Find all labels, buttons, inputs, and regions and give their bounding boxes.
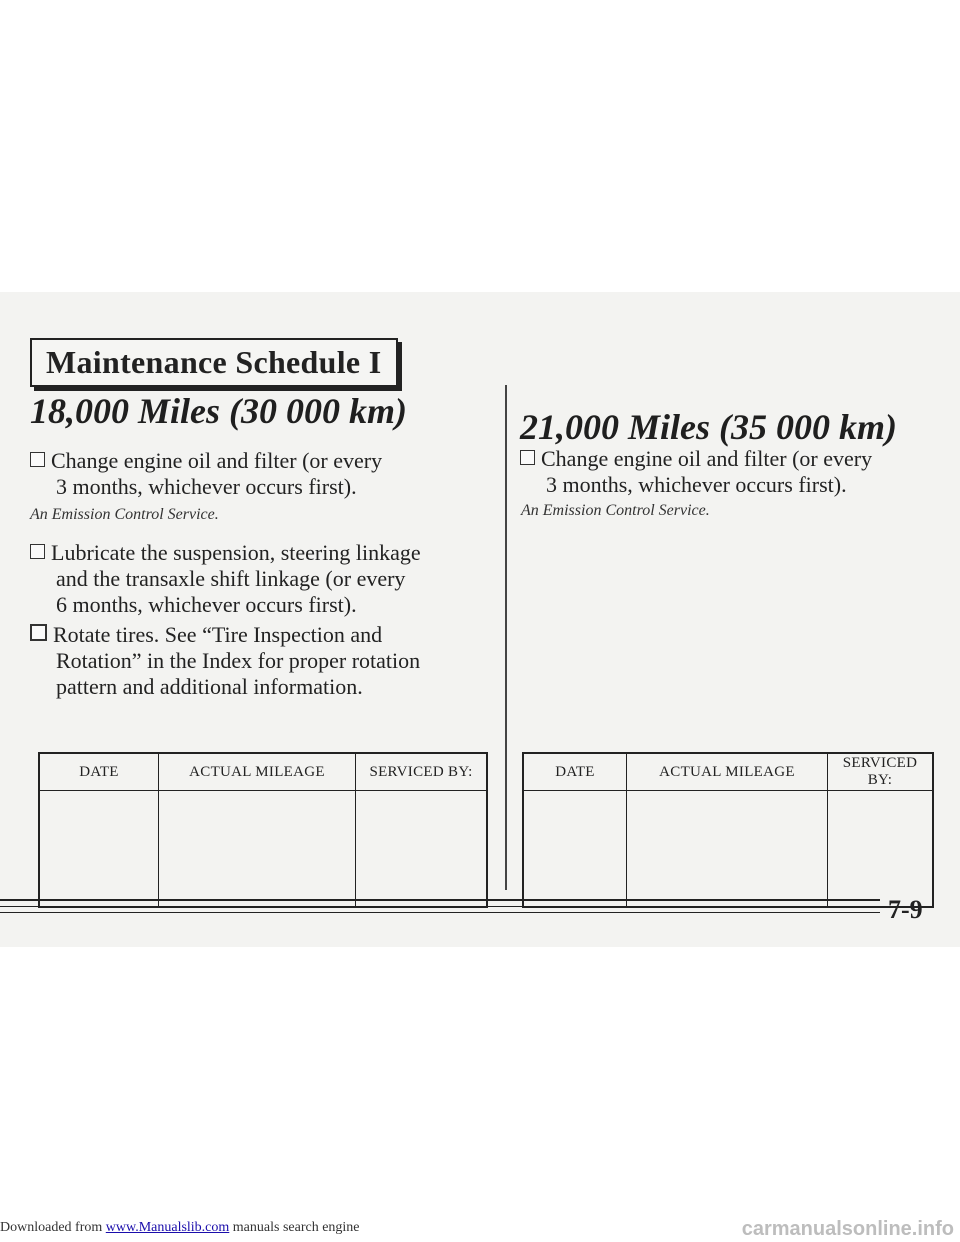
col-actual-mileage: ACTUAL MILEAGE <box>159 753 356 791</box>
column-divider <box>505 385 507 890</box>
schedule-header-title: Maintenance Schedule I <box>46 344 382 380</box>
left-item-lubricate: Lubricate the suspension, steering linkage and the transaxle shift linkage (or every 6 months, whichever occurs first). <box>30 540 421 618</box>
checkbox-icon[interactable] <box>520 450 535 465</box>
site-watermark: carmanualsonline.info <box>741 1218 954 1240</box>
mileage-cell[interactable] <box>159 791 356 908</box>
left-emission-note: An Emission Control Service. <box>30 506 219 523</box>
checkbox-icon[interactable] <box>30 452 45 467</box>
col-serviced-by: SERVICED BY: <box>356 753 488 791</box>
download-attribution: Downloaded from www.Manualslib.com manuals search engine <box>0 1220 360 1235</box>
col-date: DATE <box>39 753 159 791</box>
date-cell[interactable] <box>39 791 159 908</box>
mileage-cell[interactable] <box>627 791 828 908</box>
col-actual-mileage: ACTUAL MILEAGE <box>627 753 828 791</box>
left-item-oil: Change engine oil and filter (or every 3 months, whichever occurs first). <box>30 448 382 500</box>
footer-rule <box>0 912 880 913</box>
footer-rule <box>0 899 880 901</box>
serviced-by-cell[interactable] <box>356 791 488 908</box>
left-item-rotate: Rotate tires. See “Tire Inspection and Rotation” in the Index for proper rotation pattern and additional information. <box>30 622 420 700</box>
col-date: DATE <box>523 753 627 791</box>
left-record-table <box>38 752 488 908</box>
checkbox-icon[interactable] <box>30 544 45 559</box>
left-section-title: 18,000 Miles (30 000 km) <box>30 391 407 431</box>
page-number: 7-9 <box>888 895 923 924</box>
right-item-oil: Change engine oil and filter (or every 3 months, whichever occurs first). <box>520 446 872 498</box>
serviced-by-cell[interactable] <box>828 791 934 908</box>
date-cell[interactable] <box>523 791 627 908</box>
checkbox-icon[interactable] <box>30 624 47 641</box>
right-section-title: 21,000 Miles (35 000 km) <box>520 407 897 447</box>
footer-rule <box>0 906 880 907</box>
right-record-table <box>522 752 934 908</box>
col-serviced-by: SERVICED BY: <box>828 753 934 791</box>
manualslib-link[interactable]: www.Manualslib.com <box>105 1220 230 1235</box>
right-emission-note: An Emission Control Service. <box>521 502 710 519</box>
schedule-header-box <box>30 338 398 387</box>
